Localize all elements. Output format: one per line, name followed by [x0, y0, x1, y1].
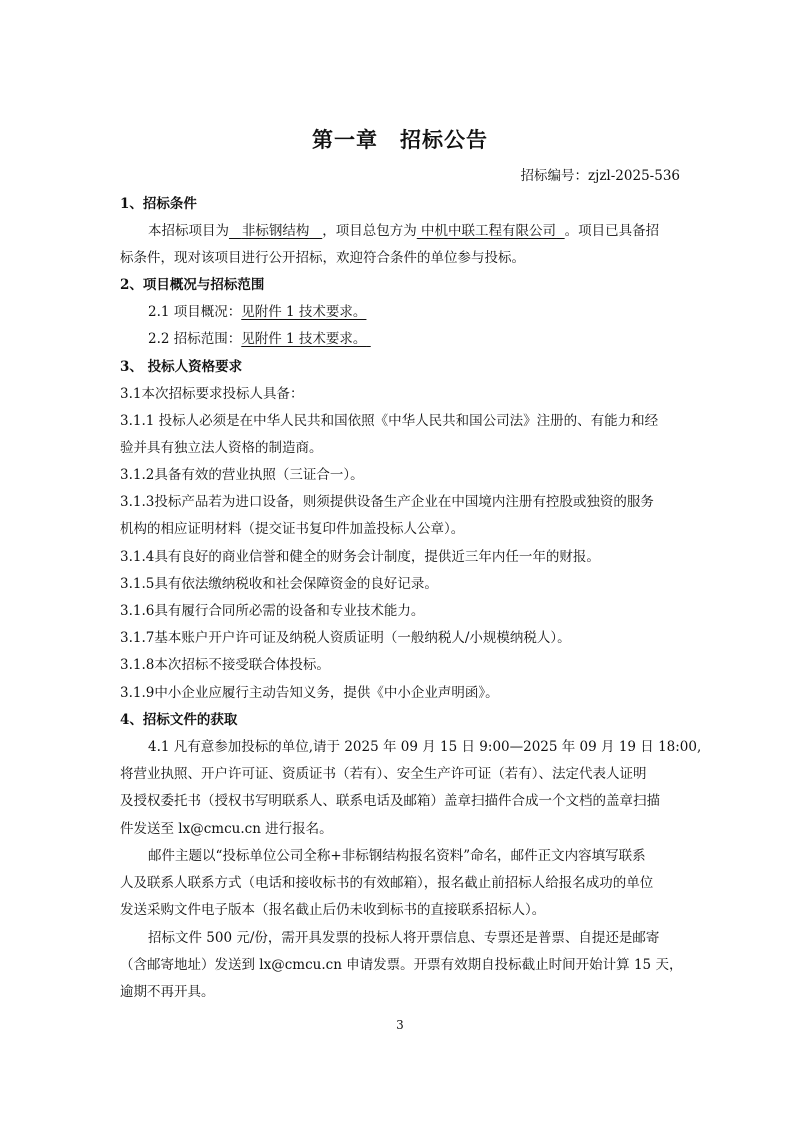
section-4-heading: 4、招标文件的获取	[120, 712, 238, 728]
tender-scope-value: 见附件 1 技术要求。	[241, 331, 367, 347]
paragraph-line: 件发送至 lx@cmcu.cn 进行报名。	[120, 821, 333, 837]
page-title	[0, 124, 800, 154]
paragraph-line: 发送采购文件电子版本（报名截止后仍未收到标书的直接联系招标人）。	[120, 902, 546, 918]
tender-number: 招标编号：zjzl-2025-536	[520, 168, 680, 184]
project-overview: 2.1 项目概况：见附件 1 技术要求。	[148, 304, 367, 320]
list-item: 3.1.7基本账户开户许可证及纳税人资质证明（一般纳税人/小规模纳税人）。	[120, 630, 571, 646]
list-item: 3.1.5具有依法缴纳税收和社会保障资金的良好记录。	[120, 576, 438, 592]
chapter-title: 招标公告	[400, 127, 488, 152]
section-1-paragraph-line-1: 本招标项目为 非标钢结构 ，项目总包方为 中机中联工程有限公司 。项目已具备招	[148, 223, 660, 239]
section-1-paragraph-line-2: 标条件，现对该项目进行公开招标，欢迎符合条件的单位参与投标。	[120, 250, 525, 266]
paragraph-line: 将营业执照、开户许可证、资质证书（若有）、安全生产许可证（若有）、法定代表人证明	[120, 766, 647, 782]
list-item: 验并具有独立法人资格的制造商。	[120, 440, 323, 456]
section-3-heading: 3、 投标人资格要求	[120, 359, 243, 375]
section-1-heading: 1、招标条件	[120, 196, 197, 212]
list-item: 3.1.8本次招标不接受联合体投标。	[120, 657, 330, 673]
list-item: 3.1.9中小企业应履行主动告知义务，提供《中小企业声明函》。	[120, 685, 499, 701]
tender-scope: 2.2 招标范围：见附件 1 技术要求。	[148, 330, 680, 348]
paragraph-line: 及授权委托书（授权书写明联系人、联系电话及邮箱）盖章扫描件合成一个文档的盖章扫描	[120, 793, 660, 809]
list-item: 3.1本次招标要求投标人具备：	[120, 386, 304, 402]
paragraph-line: 人及联系人联系方式（电话和接收标书的有效邮箱），报名截止前招标人给报名成功的单位	[120, 875, 654, 891]
list-item: 机构的相应证明材料（提交证书复印件加盖投标人公章）。	[120, 521, 465, 537]
list-item: 3.1.3投标产品若为进口设备，则须提供设备生产企业在中国境内注册有控股或独资的服务	[120, 494, 654, 510]
paragraph-line: 邮件主题以“投标单位公司全称+非标钢结构报名资料”命名，邮件正文内容填写联系	[148, 848, 646, 864]
paragraph-line: 逾期不再开具。	[120, 984, 215, 1000]
list-item: 3.1.6具有履行合同所必需的设备和专业技术能力。	[120, 603, 425, 619]
chapter-number: 第一章	[312, 127, 378, 152]
page-number: 3	[396, 1018, 404, 1032]
contractor-name: 中机中联工程有限公司	[421, 223, 557, 239]
list-item: 3.1.1 投标人必须是在中华人民共和国依照《中华人民共和国公司法》注册的、有能力和经	[120, 413, 659, 429]
paragraph-line: 4.1 凡有意参加投标的单位,请于 2025 年 09 月 15 日 9:00—2025 年 09 月 19 日 18:00,	[148, 739, 702, 755]
list-item: 3.1.4具有良好的商业信誉和健全的财务会计制度，提供近三年内任一年的财报。	[120, 549, 600, 565]
paragraph-line: 招标文件 500 元/份，需开具发票的投标人将开票信息、专票还是普票、自提还是邮寄	[148, 930, 660, 946]
section-2-heading: 2、项目概况与招标范围	[120, 277, 265, 293]
list-item: 3.1.2具备有效的营业执照（三证合一）。	[120, 467, 364, 483]
project-name: 非标钢结构	[241, 223, 310, 239]
project-overview-value: 见附件 1 技术要求。	[241, 304, 367, 320]
paragraph-line: （含邮寄地址）发送到 lx@cmcu.cn 申请发票。开票有效期自投标截止时间开始计算 15 天，	[120, 957, 683, 973]
